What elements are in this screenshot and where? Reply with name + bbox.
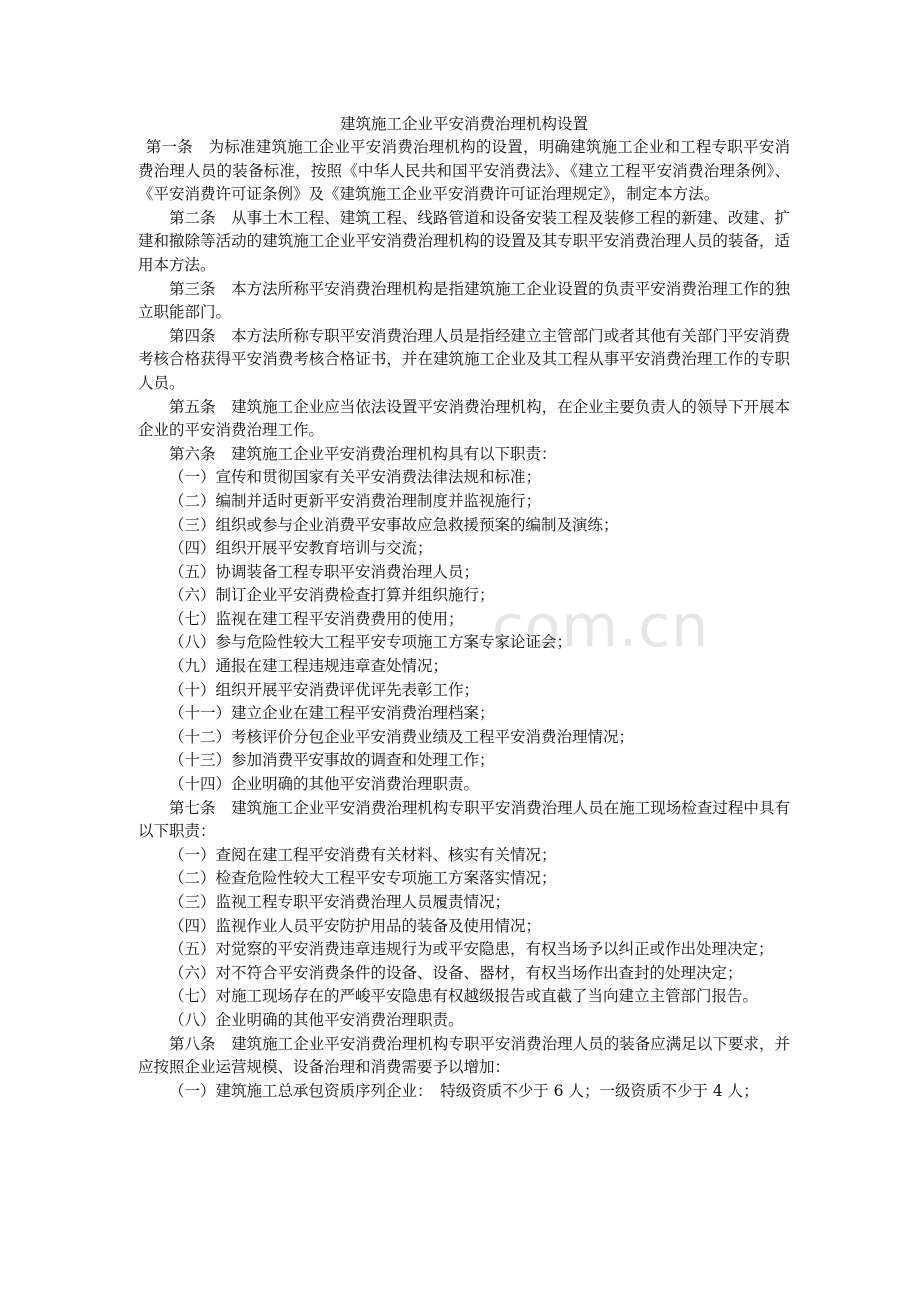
list-item: （八）企业明确的其他平安消费治理职责。 bbox=[169, 1010, 464, 1029]
list-item: （五）协调装备工程专职平安消费治理人员； bbox=[169, 562, 480, 581]
list-item: （二）检查危险性较大工程平安专项施工方案落实情况； bbox=[169, 869, 557, 888]
article-paragraph: 第三条 本方法所称平安消费治理机构是指建筑施工企业设置的负责平安消费治理工作的独立职能部门。 bbox=[138, 279, 790, 322]
list-item: （八）参与危险性较大工程平安专项施工方案专家论证会； bbox=[169, 633, 573, 652]
list-item: （七）监视在建工程平安消费费用的使用； bbox=[169, 609, 464, 628]
list-item: （一）宣传和贯彻国家有关平安消费法律法规和标准； bbox=[169, 468, 542, 487]
list-item: （三）监视工程专职平安消费治理人员履责情况； bbox=[169, 893, 511, 911]
article-paragraph: 第二条 从事土木工程、建筑工程、线路管道和设备安装工程及装修工程的新建、改建、扩建和撤除等活动的建筑施工企业平安消费治理机构的设置及其专职平安消费治理人员的装备，适用本方法。 bbox=[138, 208, 790, 274]
list-item: （十）组织开展平安消费评优评先表彰工作； bbox=[169, 680, 480, 699]
list-item: （三）组织或参与企业消费平安事故应急救援预案的编制及演练； bbox=[169, 515, 619, 534]
article-paragraph: 第一条 为标准建筑施工企业平安消费治理机构的设置，明确建筑施工企业和工程专职平安消费治理人员的装备标准，按照《中华人民共和国平安消费法》、《建立工程平安消费治理条例》、《平安消费许可证条例》及《建筑施工企业平安消费许可证治理规定》，制定本方法。 bbox=[138, 138, 790, 204]
article-paragraph: 第五条 建筑施工企业应当依法设置平安消费治理机构，在企业主要负责人的领导下开展本企业的平安消费治理工作。 bbox=[138, 397, 790, 440]
list-item: （十四）企业明确的其他平安消费治理职责。 bbox=[169, 775, 480, 794]
list-item: （一）查阅在建工程平安消费有关材料、核实有关情况； bbox=[169, 845, 557, 864]
document-page bbox=[138, 112, 790, 1103]
article-paragraph: 第六条 建筑施工企业平安消费治理机构具有以下职责： bbox=[169, 444, 557, 463]
article-paragraph: 第八条 建筑施工企业平安消费治理机构专职平安消费治理人员的装备应满足以下要求，并应按照企业运营规模、设备治理和消费需要予以增加： bbox=[138, 1034, 790, 1077]
list-item: （十二）考核评价分包企业平安消费业绩及工程平安消费治理情况； bbox=[169, 727, 635, 746]
article-paragraph: 第四条 本方法所称专职平安消费治理人员是指经建立主管部门或者其他有关部门平安消费考核合格获得平安消费考核合格证书，并在建筑施工企业及其工程从事平安消费治理工作的专职人员。 bbox=[138, 326, 790, 392]
list-item: （一）建筑施工总承包资质序列企业： 特级资质不少于 6 人；一级资质不少于 4 人； bbox=[169, 1081, 759, 1100]
list-item: （九）通报在建工程违规违章查处情况； bbox=[169, 657, 449, 676]
list-item: （二）编制并适时更新平安消费治理制度并监视施行； bbox=[169, 491, 542, 510]
list-item: （四）监视作业人员平安防护用品的装备及使用情况； bbox=[169, 916, 542, 935]
watermark-text: com.cn bbox=[492, 592, 709, 660]
article-paragraph: 第七条 建筑施工企业平安消费治理机构专职平安消费治理人员在施工现场检查过程中具有以下职责： bbox=[138, 798, 790, 841]
list-item: （七）对施工现场存在的严峻平安隐患有权越级报告或直截了当向建立主管部门报告。 bbox=[169, 987, 759, 1006]
list-item: （十一）建立企业在建工程平安消费治理档案； bbox=[169, 704, 495, 723]
list-item: （五）对觉察的平安消费违章违规行为或平安隐患，有权当场予以纠正或作出处理决定； bbox=[169, 940, 774, 959]
list-item: （六）制订企业平安消费检查打算并组织施行； bbox=[169, 586, 495, 605]
list-item: （四）组织开展平安教育培训与交流； bbox=[169, 539, 433, 558]
list-item: （六）对不符合平安消费条件的设备、设备、器材，有权当场作出查封的处理决定； bbox=[169, 963, 743, 982]
document-body bbox=[138, 136, 790, 1103]
list-item: （十三）参加消费平安事故的调查和处理工作； bbox=[169, 751, 495, 770]
document-title: 建筑施工企业平安消费治理机构设置 bbox=[339, 115, 588, 133]
